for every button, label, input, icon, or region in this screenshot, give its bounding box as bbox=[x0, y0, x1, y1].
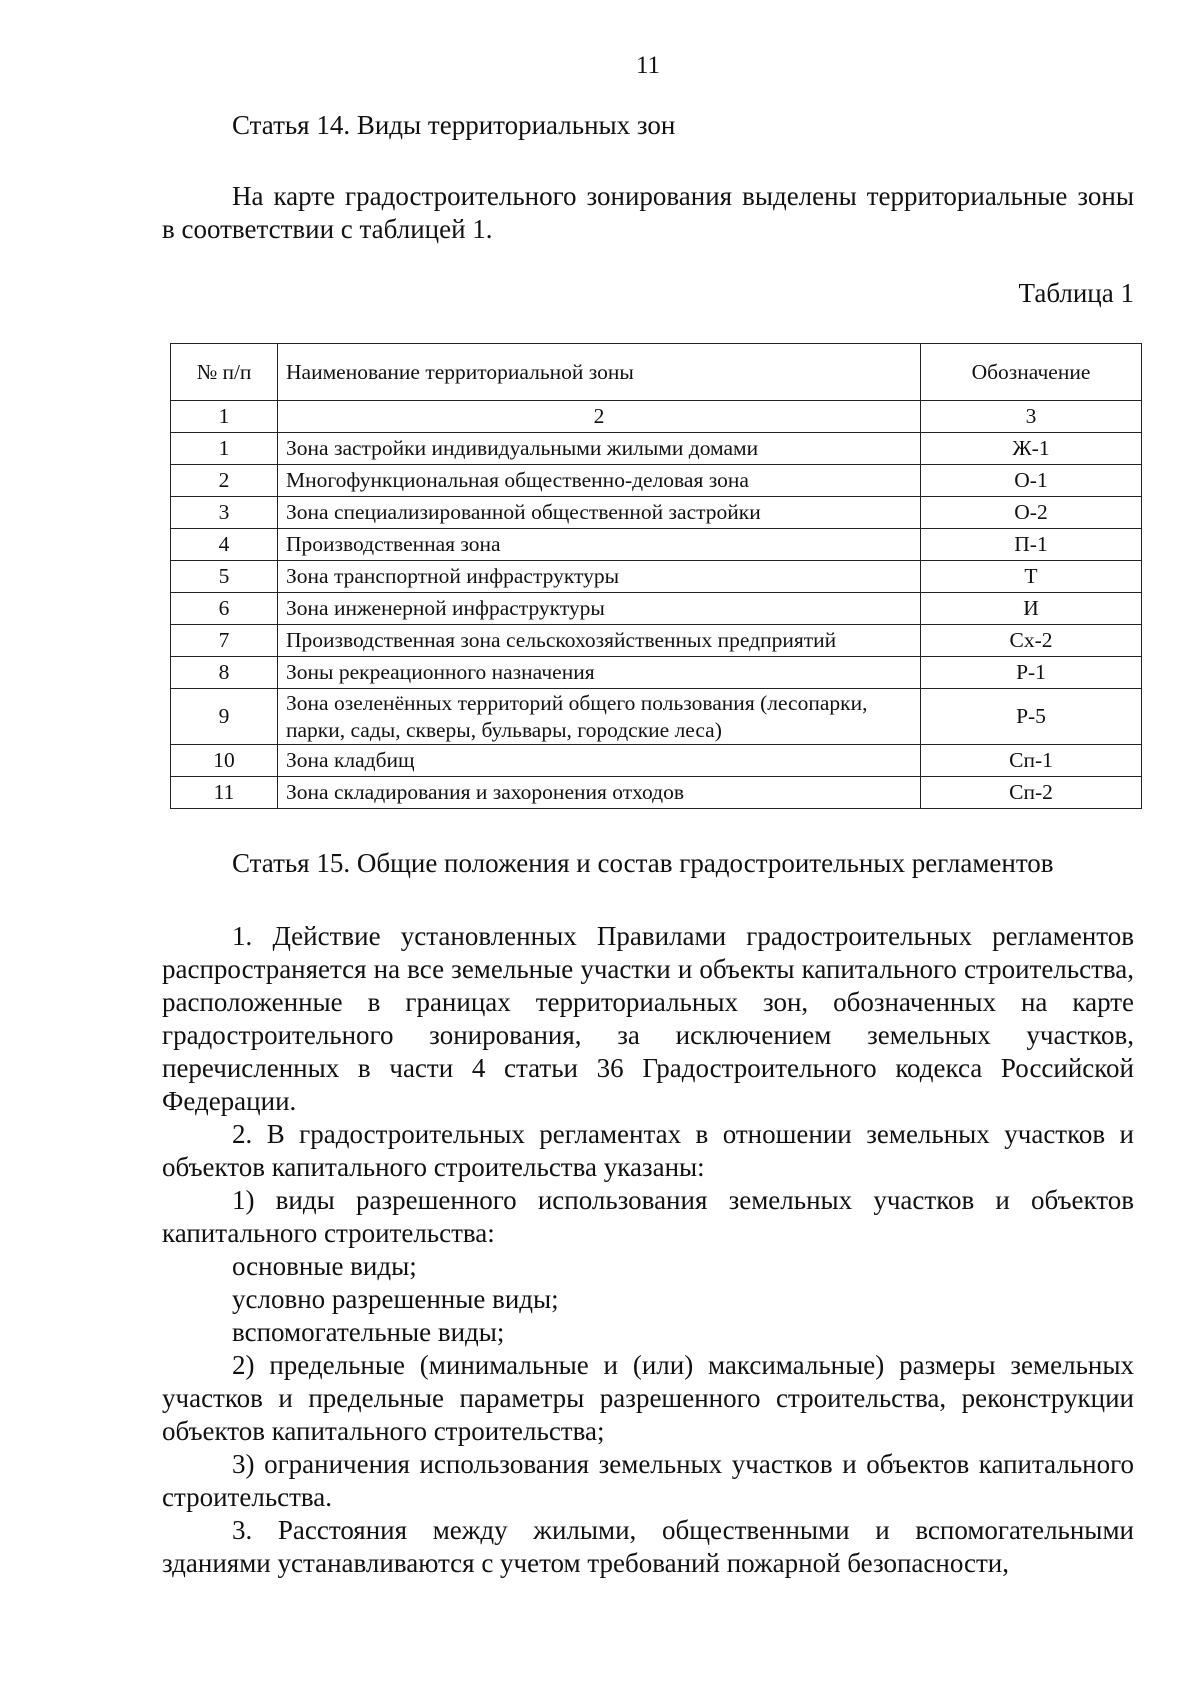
row-name: Зона инженерной инфраструктуры bbox=[278, 593, 921, 625]
table-row bbox=[171, 561, 1142, 593]
row-num: 7 bbox=[171, 625, 278, 657]
paragraph-2-item-1: 1) виды разрешенного использования земельных участков и объектов капитального строительства: bbox=[162, 1185, 1134, 1248]
table-row bbox=[171, 657, 1142, 689]
row-name: Зона транспортной инфраструктуры bbox=[278, 561, 921, 593]
index-cell: 2 bbox=[278, 401, 921, 433]
row-code: Сп-1 bbox=[921, 745, 1142, 777]
table-row bbox=[171, 745, 1142, 777]
paragraph-2: 2. В градостроительных регламентах в отношении земельных участков и объектов капитального строительства указаны: bbox=[162, 1119, 1134, 1182]
paragraph-2-item-2: 2) предельные (минимальные и (или) максимальные) размеры земельных участков и предельные параметры разрешенного строительства, реконструкции объектов капитального строительства; bbox=[162, 1350, 1134, 1446]
list-item: вспомогательные виды; bbox=[232, 1317, 505, 1347]
row-code: И bbox=[921, 593, 1142, 625]
row-num: 6 bbox=[171, 593, 278, 625]
table-row bbox=[171, 465, 1142, 497]
table-header-row bbox=[171, 344, 1142, 401]
row-name: Зона специализированной общественной застройки bbox=[278, 497, 921, 529]
table-caption: Таблица 1 bbox=[1018, 278, 1134, 308]
row-name: Зона застройки индивидуальными жилыми домами bbox=[278, 433, 921, 465]
row-num: 9 bbox=[171, 689, 278, 745]
index-cell: 3 bbox=[921, 401, 1142, 433]
header-name: Наименование территориальной зоны bbox=[278, 344, 921, 401]
table-row bbox=[171, 497, 1142, 529]
index-cell: 1 bbox=[171, 401, 278, 433]
header-code: Обозначение bbox=[921, 344, 1142, 401]
row-num: 2 bbox=[171, 465, 278, 497]
row-code: О-2 bbox=[921, 497, 1142, 529]
row-num: 4 bbox=[171, 529, 278, 561]
row-code: Сп-2 bbox=[921, 777, 1142, 809]
table-row bbox=[171, 625, 1142, 657]
table-row bbox=[171, 529, 1142, 561]
row-num: 8 bbox=[171, 657, 278, 689]
list-item: условно разрешенные виды; bbox=[232, 1284, 559, 1314]
table-row bbox=[171, 777, 1142, 809]
zones-table bbox=[170, 343, 1142, 809]
row-code: О-1 bbox=[921, 465, 1142, 497]
row-code: Сх-2 bbox=[921, 625, 1142, 657]
row-num: 1 bbox=[171, 433, 278, 465]
article-15-body bbox=[162, 920, 1134, 1580]
column-index-row bbox=[171, 401, 1142, 433]
row-name: Производственная зона сельскохозяйственных предприятий bbox=[278, 625, 921, 657]
paragraph-3: 3. Расстояния между жилыми, общественными и вспомогательными зданиями устанавливаются с учетом требований пожарной безопасности, bbox=[162, 1515, 1134, 1578]
row-num: 11 bbox=[171, 777, 278, 809]
page-number: 11 bbox=[635, 52, 661, 79]
table-row bbox=[171, 593, 1142, 625]
row-name: Зона озеленённых территорий общего пользования (лесопарки, парки, сады, скверы, бульвары, городские леса) bbox=[278, 689, 921, 745]
row-name: Производственная зона bbox=[278, 529, 921, 561]
header-num bbox=[171, 344, 278, 401]
article-15-heading: Статья 15. Общие положения и состав градостроительных регламентов bbox=[232, 848, 1054, 878]
list-item: основные виды; bbox=[232, 1251, 417, 1281]
table-row bbox=[171, 689, 1142, 745]
row-num: 5 bbox=[171, 561, 278, 593]
paragraph-2-item-3: 3) ограничения использования земельных участков и объектов капитального строительства. bbox=[162, 1449, 1134, 1512]
row-code: Р-5 bbox=[921, 689, 1142, 745]
row-num: 10 bbox=[171, 745, 278, 777]
row-code: Т bbox=[921, 561, 1142, 593]
article-14-intro: На карте градостроительного зонирования выделены территориальные зоны в соответствии с таблицей 1. bbox=[162, 181, 1134, 244]
row-code: Ж-1 bbox=[921, 433, 1142, 465]
row-name: Зона складирования и захоронения отходов bbox=[278, 777, 921, 809]
article-14-heading: Статья 14. Виды территориальных зон bbox=[232, 110, 676, 140]
row-code: Р-1 bbox=[921, 657, 1142, 689]
row-name: Зона кладбищ bbox=[278, 745, 921, 777]
row-name: Многофункциональная общественно-деловая зона bbox=[278, 465, 921, 497]
row-num: 3 bbox=[171, 497, 278, 529]
row-name: Зоны рекреационного назначения bbox=[278, 657, 921, 689]
row-code: П-1 bbox=[921, 529, 1142, 561]
header-num-label: № п/п bbox=[196, 359, 252, 384]
table-row bbox=[171, 433, 1142, 465]
paragraph-1: 1. Действие установленных Правилами градостроительных регламентов распространяется на все земельные участки и объекты капитального строительства, расположенные в границах территориальных зон, обозначенных на карте градостроительного зонирования, за исключением земельных участков, перечисленных в части 4 статьи 36 Градостроительного кодекса Российской Федерации. bbox=[162, 921, 1134, 1116]
